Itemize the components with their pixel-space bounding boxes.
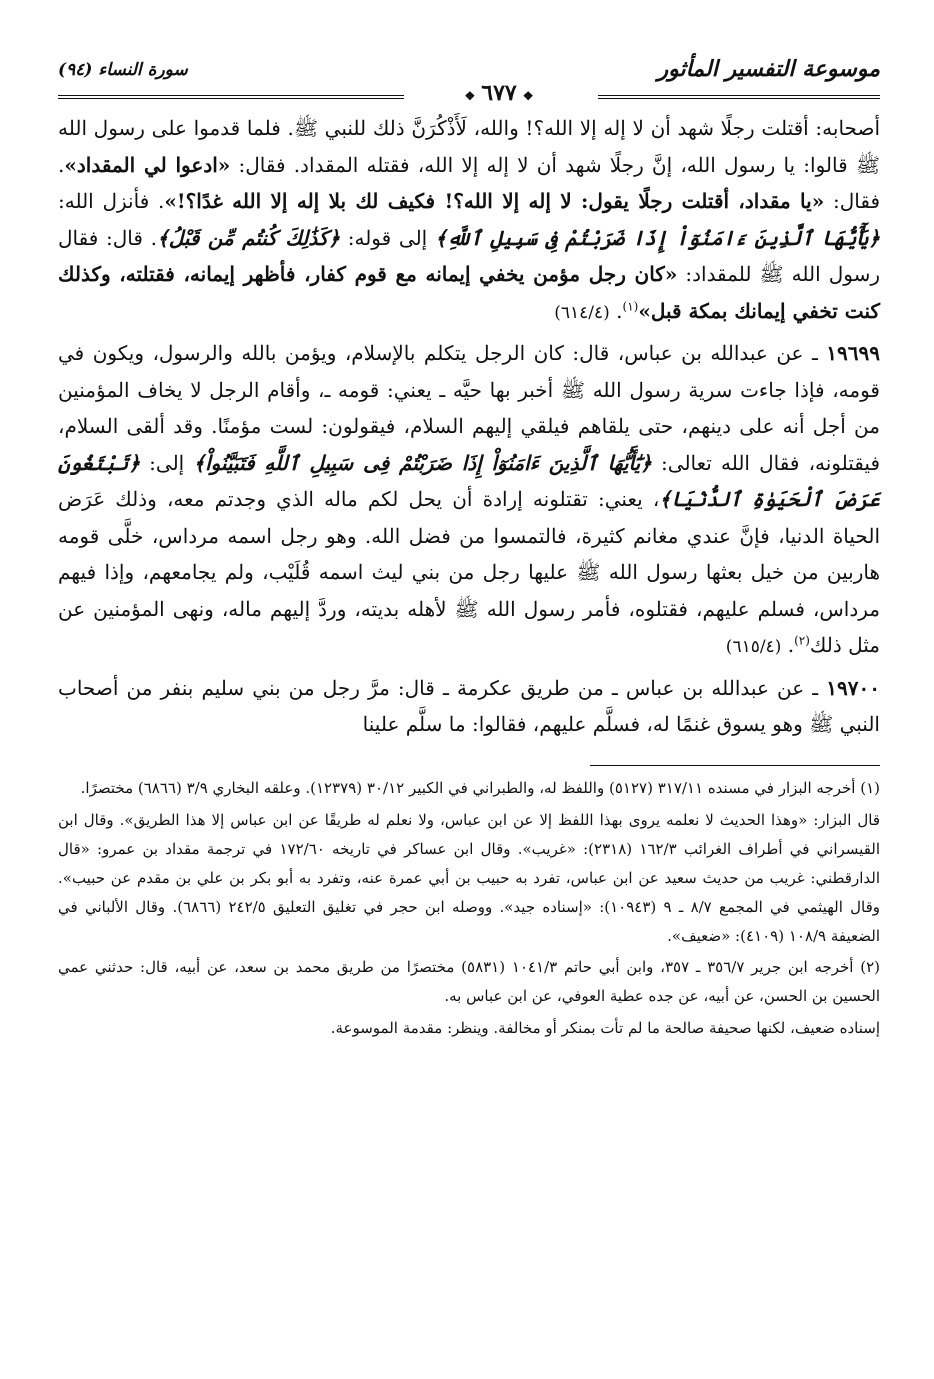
- body-text: ـ عن عبدالله بن عباس ـ من طريق عكرمة ـ قال: مرَّ رجل من بني سليم بنفر من أصحاب النبي ﷺ وهو يسوق غنمًا له، فسلَّم عليهم، فقالوا: ما سلَّم علينا: [58, 675, 880, 736]
- narration-number: ١٩٧٠٠: [826, 675, 880, 700]
- hadith-quote: «ادعوا لي المقداد»: [64, 152, 231, 177]
- hadith-quote: «كان رجل مؤمن يخفي إيمانه مع قوم كفار، فأظهر إيمانه، فقتلته، وكذلك كنت تخفي إيمانك بمكة قبل»: [58, 262, 880, 323]
- quran-verse: ﴿كَذَٰلِكَ كُنتُم مِّن قَبْلُ﴾: [157, 225, 341, 250]
- body-text: أصحابه: أقتلت رجلًا شهد أن لا إله إلا الله؟! والله، لَأَذْكُرَنَّ ذلك للنبي ﷺ. فلما قدموا على رسول الله ﷺ قالوا: يا رسول الله، إنَّ رجلًا شهد أن لا إله إلا الله، فقتله المقداد. فقال:: [58, 116, 881, 177]
- body-text: . قال: فقال رسول الله ﷺ للمقداد:: [58, 225, 880, 286]
- body-text: إلى قوله:: [340, 225, 435, 250]
- ornament-icon: ❖: [522, 89, 534, 103]
- hadith-quote: «يا مقداد، أقتلت رجلًا يقول: لا إله إلا الله؟! فكيف لك بلا إله إلا الله غدًا؟!»: [164, 189, 825, 213]
- footnote-separator: [590, 765, 880, 766]
- page-number-block: [414, 80, 584, 106]
- body-text: . فأنزل الله:: [58, 189, 165, 213]
- quran-verse: ﴿تَبْتَغُونَ عَرَضَ ٱلْحَيَوٰةِ ٱلدُّنْيَا﴾: [58, 450, 880, 511]
- page-header: [58, 46, 880, 110]
- body-text: ـ عن عبدالله بن عباس، قال: كان الرجل يتكلم بالإسلام، ويؤمن بالله والرسول، ويكون في قومه، فإذا جاءت سرية رسول الله ﷺ أخبر بها حيَّه ـ يعني: قومه ـ، وأقام الرجل لا يخاف المؤمنين من أجل أنه على دينهم، حتى يلقاهم فيلقي إليهم السلام، فيقولون: لست مؤمنًا. وقد ألقى السلام، فيقتلونه، فقال الله تعالى:: [58, 341, 881, 475]
- header-rule-left: [58, 95, 404, 96]
- footnote-1-comment: قال البزار: «وهذا الحديث لا نعلمه يروى بهذا اللفظ إلا عن ابن عباس، ولا نعلم له طريقًا عن ابن عباس إلا هذا الطريق». وقال ابن القيسراني في أطراف الغرائب ١٦٢/٣ (٢٣١٨): «غريب». وقال ابن عساكر في تاريخه ١٧٢/٦٠ في ترجمة مقداد بن عمرو: «قال الدارقطني: غريب من حديث سعيد عن ابن عباس، تفرد به حبيب بن أبي عمرة عنه، وتفرد به أبو بكر بن علي بن مقدم عن حبيب». وقال الهيثمي في المجمع ٨/٧ ـ ٩ (١٠٩٤٣): «إسناده جيد». ووصله ابن حجر في تغليق التعليق ٢٤٢/٥ (٦٨٦٦). وقال الألباني في الضعيفة ١٠٨/٩ (٤١٠٩): «ضعيف».: [58, 810, 881, 945]
- volume-page-ref: (٦١٥/٤): [725, 637, 782, 657]
- quran-verse: ﴿يَٰٓأَيُّهَا ٱلَّذِينَ ءَامَنُوٓاْ إِذَا ضَرَبْتُمْ فِى سَبِيلِ ٱللَّهِ فَتَبَيَّنُواْ﴾: [193, 450, 652, 475]
- footnote-2: (٢) أخرجه ابن جرير ٣٥٦/٧ ـ ٣٥٧، وابن أبي حاتم ١٠٤١/٣ (٥٨٣١) مختصرًا من طريق محمد بن سعد، عن أبيه، قال: حدثني عمي الحسين بن الحسن، عن أبيه، عن جده عطية العوفي، عن ابن عباس به.: [58, 957, 881, 1005]
- footnote-1: (١) أخرجه البزار في مسنده ٣١٧/١١ (٥١٢٧) واللفظ له، والطبراني في الكبير ٣٠/١٢ (١٢٣٧٩). وعلقه البخاري ٣/٩ (٦٨٦٦) مختصرًا.: [80, 778, 880, 797]
- ornament-icon: ❖: [464, 89, 476, 103]
- series-title: موسوعة التفسير المأثور: [657, 56, 880, 82]
- book-page: [58, 46, 880, 1043]
- surah-title: سورة النساء (٩٤): [58, 60, 188, 80]
- quran-verse: ﴿يَٰٓأَيُّهَا ٱلَّذِينَ ءَامَنُوٓاْ إِذَا ضَرَبْتُمْ فِى سَبِيلِ ٱللَّهِ﴾: [434, 225, 880, 250]
- volume-page-ref: (٦١٤/٤): [554, 302, 610, 323]
- footnote-marker[interactable]: (٢): [794, 633, 810, 648]
- footnote-marker[interactable]: (١): [622, 298, 639, 313]
- body-text: إلى:: [140, 450, 194, 475]
- body-text: ، يعني: تقتلونه إرادة أن يحل لكم ماله الذي وجدتم معه، وذلك عَرَض الحياة الدنيا، فإنَّ عندي مغانم كثيرة، فالتمسوا من فضل الله. وهو رجل اسمه مرداس، خلَّى قومه هاربين من خيل بعثها رسول الله ﷺ عليها رجل من بني ليث اسمه قُلَيْب، ولم يجامعهم، وإذا فيهم مرداس، فسلم عليهم، فقتلوه، فأمر رسول الله ﷺ لأهله بديته، وردَّ إليهم ماله، ونهى المؤمنين عن مثل ذلك: [58, 487, 880, 657]
- footnote-2-comment: إسناده ضعيف، لكنها صحيفة صالحة ما لم تأت بمنكر أو مخالفة. وينظر: مقدمة الموسوعة.: [330, 1018, 880, 1037]
- paragraph-continued: أصحابه: أقتلت رجلًا شهد أن لا إله إلا الله؟! والله، لَأَذْكُرَنَّ ذلك للنبي ﷺ. فلما قدموا على رسول الله ﷺ قالوا: يا رسول الله، إنَّ رجلًا شهد أن لا إله إلا الله، فقتله المقداد. فقال: «ادعوا لي المقداد». فقال: «يا مقداد، أقتلت رجلًا يقول: لا إله إلا الله؟! فكيف لك بلا إله إلا الله غدًا؟!». فأنزل الله: ﴿يَٰٓأَيُّهَا ٱلَّذِينَ ءَامَنُوٓاْ إِذَا ضَرَبْتُمْ فِى سَبِيلِ ٱللَّهِ﴾ إلى قوله: ﴿كَذَٰلِكَ كُنتُم مِّن قَبْلُ﴾. قال: فقال رسول الله ﷺ للمقداد: «كان رجل مؤمن يخفي إيمانه مع قوم كفار، فأظهر إيمانه، فقتلته، وكذلك كنت تخفي إيمانك بمكة قبل»$^{(١)}$. (٦١٤/٤): [58, 116, 881, 323]
- narration-19700: [58, 670, 880, 743]
- narration-number: ١٩٦٩٩: [826, 341, 880, 365]
- body-text: . فقال:: [58, 152, 881, 213]
- page-number: ٦٧٧: [481, 80, 517, 106]
- narration-19699: ١٩٦٩٩ ـ عن عبدالله بن عباس، قال: كان الرجل يتكلم بالإسلام، ويؤمن بالله والرسول، ويكون في قومه، فإذا جاءت سرية رسول الله ﷺ أخبر بها حيَّه ـ يعني: قومه ـ، وأقام الرجل لا يخاف المؤمنين من أجل أنه على دينهم، حتى يلقاهم فيلقي إليهم السلام، فيقولون: لست مؤمنًا. وقد ألقى السلام، فيقتلونه، فقال الله تعالى: ﴿يَٰٓأَيُّهَا ٱلَّذِينَ ءَامَنُوٓاْ إِذَا ضَرَبْتُمْ فِى سَبِيلِ ٱللَّهِ فَتَبَيَّنُواْ﴾ إلى: ﴿تَبْتَغُونَ عَرَضَ ٱلْحَيَوٰةِ ٱلدُّنْيَا﴾، يعني: تقتلونه إرادة أن يحل لكم ماله الذي وجدتم معه، وذلك عَرَض الحياة الدنيا، فإنَّ عندي مغانم كثيرة، فالتمسوا من فضل الله. وهو رجل اسمه مرداس، خلَّى قومه هاربين من خيل بعثها رسول الله ﷺ عليها رجل من بني ليث اسمه قُلَيْب، ولم يجامعهم، وإذا فيهم مرداس، فسلم عليهم، فقتلوه، فأمر رسول الله ﷺ لأهله بديته، وردَّ إليهم ماله، ونهى المؤمنين عن مثل ذلك$^{(٢)}$. (٦١٥/٤): [58, 341, 881, 657]
- header-rule-right: [598, 95, 880, 96]
